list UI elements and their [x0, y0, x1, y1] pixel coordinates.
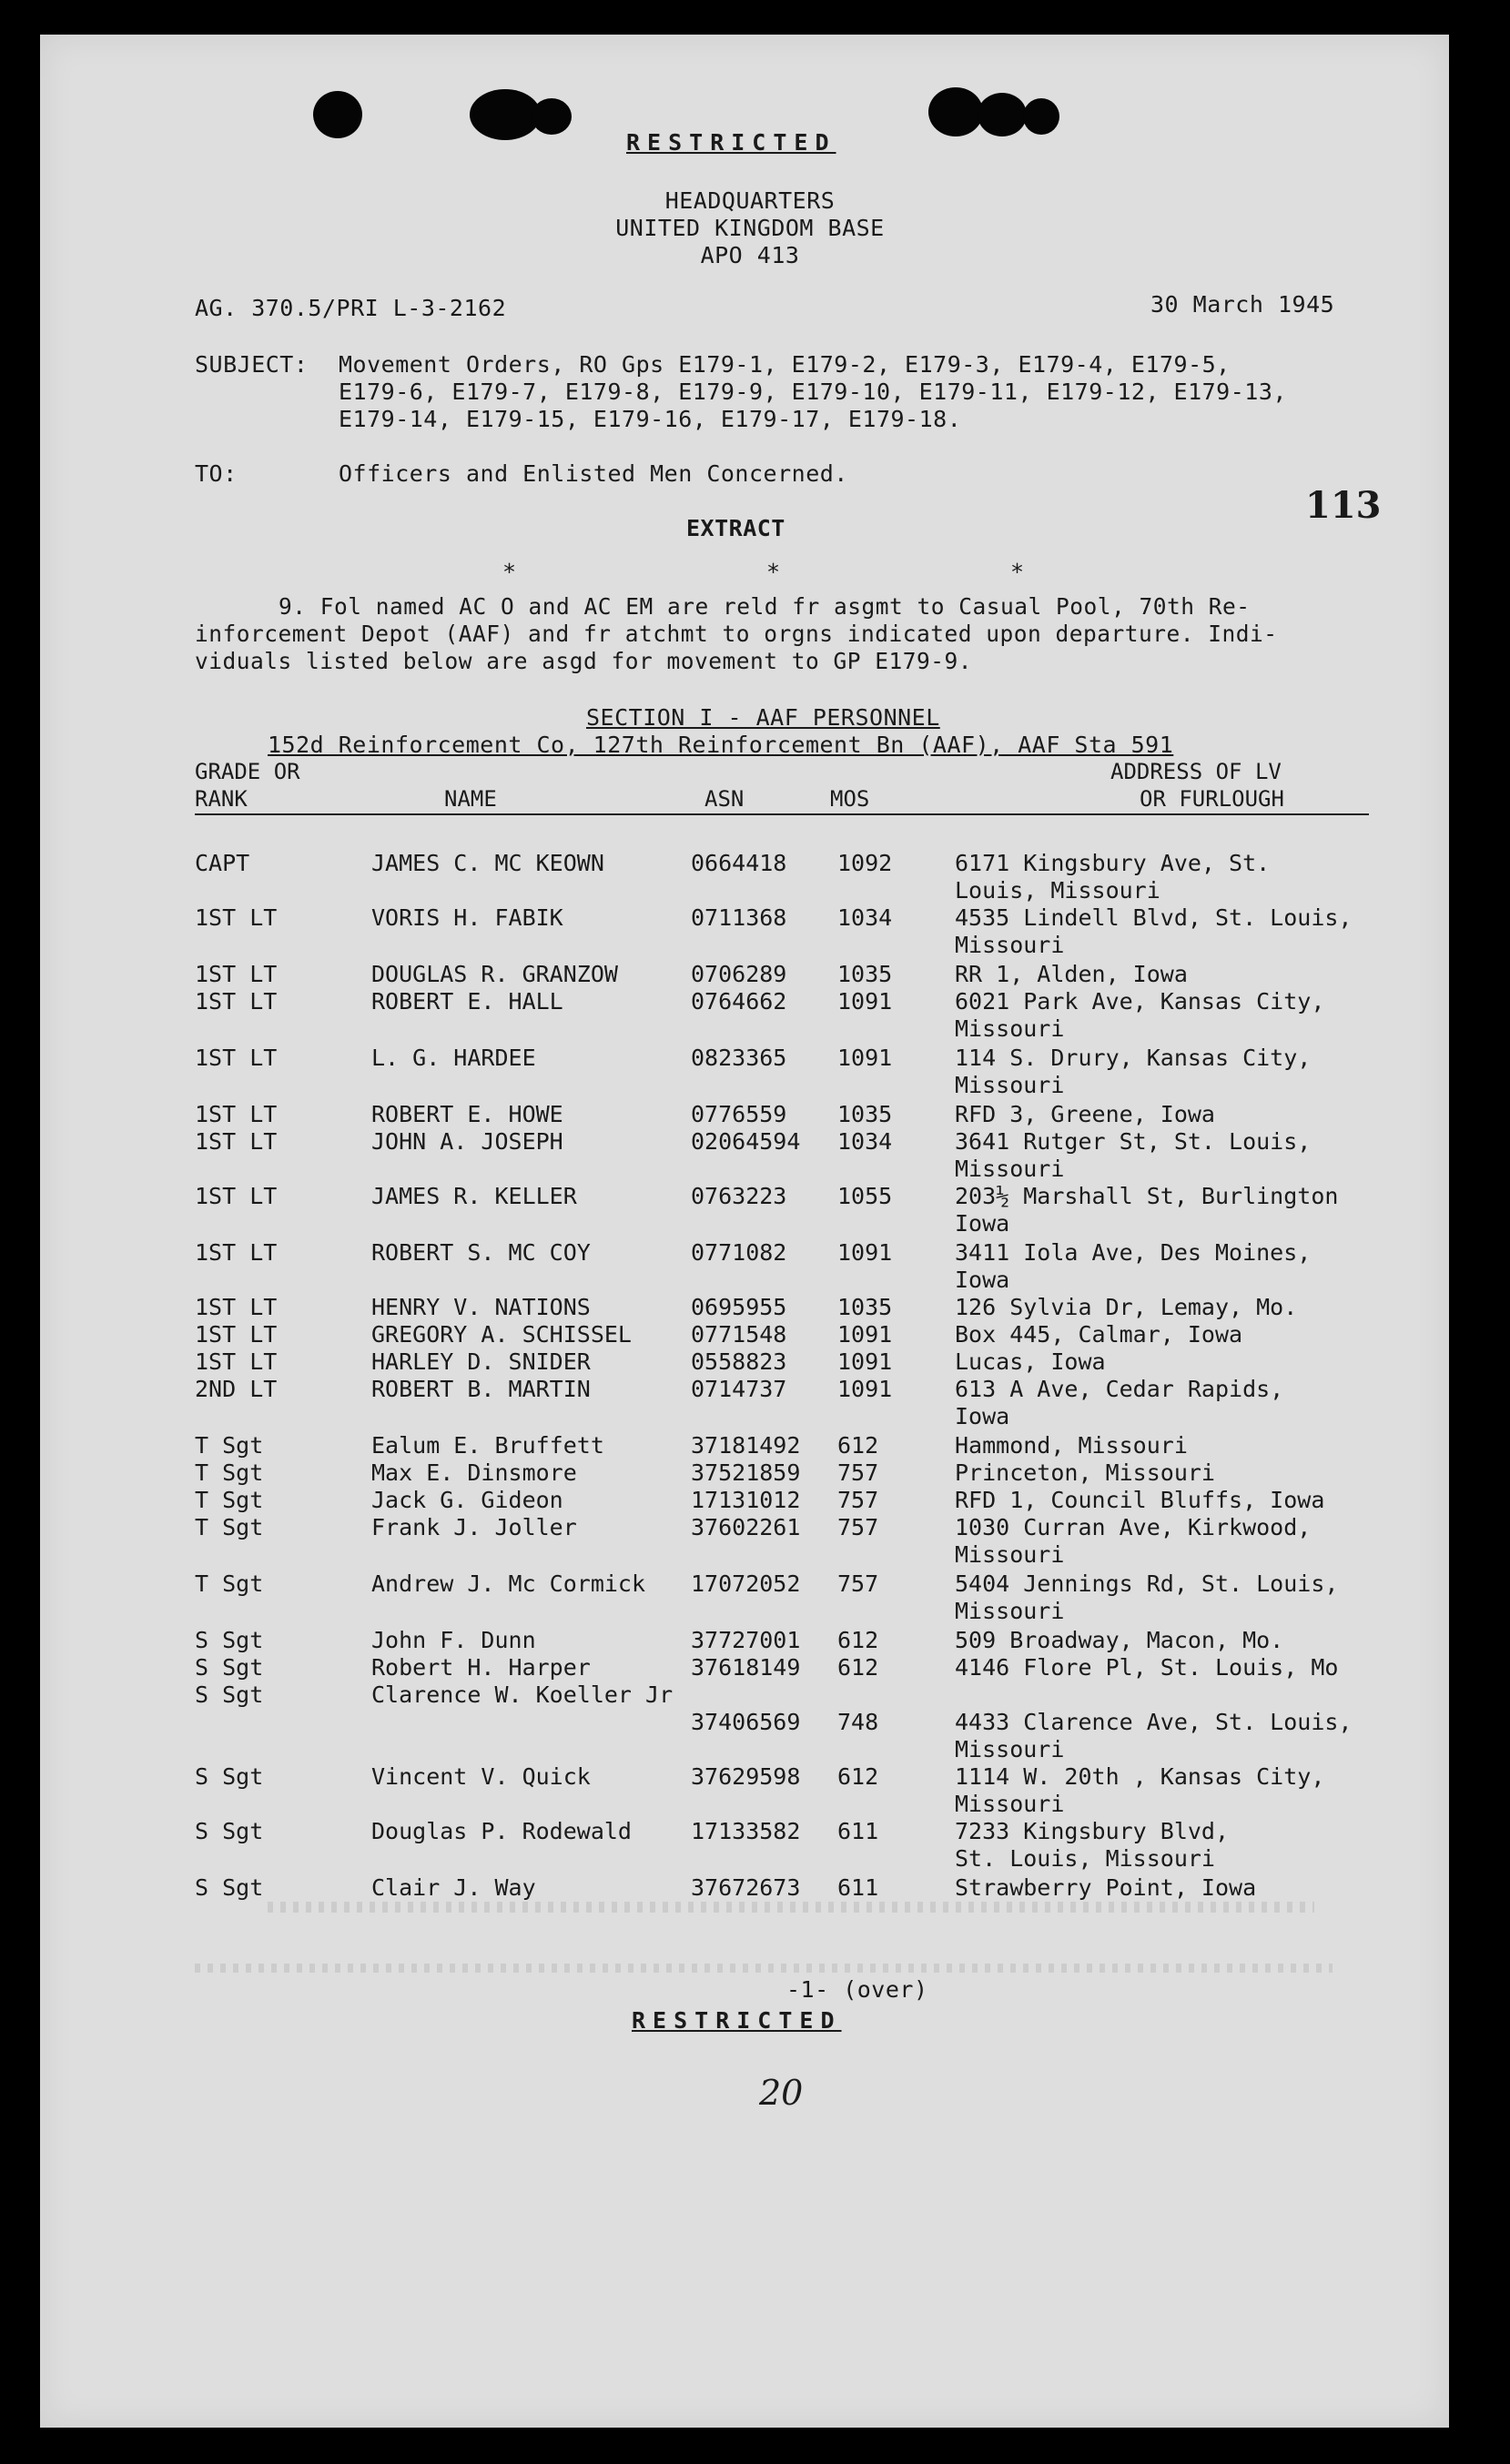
address-line: 114 S. Drury, Kansas City,: [955, 1045, 1312, 1071]
table-row: [40, 904, 1449, 957]
asn-cell: 0764662: [691, 988, 787, 1015]
rank-header: RANK: [195, 786, 248, 812]
address-line: Missouri: [955, 1791, 1065, 1817]
address-line: 4433 Clarence Ave, St. Louis,: [955, 1709, 1353, 1735]
address-cell: [955, 1487, 1324, 1514]
address-cell: [955, 1294, 1297, 1321]
mos-header: MOS: [830, 786, 870, 812]
mos-cell: 1091: [837, 1045, 893, 1071]
page-number: -1- (over): [786, 1976, 928, 2003]
handwritten-page-number: 20: [759, 2073, 804, 2113]
table-row: [40, 1183, 1449, 1236]
document-date: 30 March 1945: [1150, 291, 1335, 318]
section-unit: 152d Reinforcement Co, 127th Reinforcement Bn (AAF), AAF Sta 591: [268, 732, 1174, 758]
subject-line: Movement Orders, RO Gps E179-1, E179-2, E179-3, E179-4, E179-5,: [339, 351, 1231, 378]
mos-cell: 1034: [837, 1128, 893, 1155]
address-cell: [955, 1045, 1311, 1099]
rank-cell: 1ST LT: [195, 904, 278, 931]
paragraph-line: 9. Fol named AC O and AC EM are reld fr asgmt to Casual Pool, 70th Re-: [279, 593, 1251, 620]
hq-line-2: UNITED KINGDOM BASE: [615, 215, 885, 241]
address-line: Missouri: [955, 932, 1065, 958]
address-line: Iowa: [955, 1403, 1010, 1429]
mos-cell: 1035: [837, 1294, 893, 1320]
mos-cell: 757: [837, 1459, 879, 1486]
scan-artifact: [268, 1902, 1314, 1913]
mos-cell: 612: [837, 1432, 879, 1459]
rank-header: GRADE OR: [195, 759, 300, 784]
name-cell: JAMES R. KELLER: [371, 1183, 577, 1209]
punch-hole: [928, 87, 983, 136]
mos-cell: 1091: [837, 988, 893, 1015]
table-row: [40, 1763, 1449, 1816]
mos-cell: 1091: [837, 1348, 893, 1375]
rank-cell: T Sgt: [195, 1514, 264, 1540]
name-cell: John F. Dunn: [371, 1627, 536, 1653]
asn-cell: 37629598: [691, 1763, 801, 1790]
asn-cell: 0706289: [691, 961, 787, 987]
rank-cell: 1ST LT: [195, 1128, 278, 1155]
name-cell: JAMES C. MC KEOWN: [371, 850, 604, 876]
address-line: Iowa: [955, 1267, 1010, 1293]
address-line: 4535 Lindell Blvd, St. Louis,: [955, 904, 1353, 931]
address-cell: [955, 1570, 1338, 1625]
address-cell: [955, 1627, 1283, 1654]
rank-cell: 1ST LT: [195, 1239, 278, 1266]
asn-cell: 0664418: [691, 850, 787, 876]
address-line: 4146 Flore Pl, St. Louis, Mo: [955, 1654, 1339, 1681]
rank-cell: 1ST LT: [195, 1101, 278, 1127]
address-line: Strawberry Point, Iowa: [955, 1874, 1257, 1901]
address-line: Hammond, Missouri: [955, 1432, 1188, 1459]
name-cell: L. G. HARDEE: [371, 1045, 536, 1071]
address-line: Louis, Missouri: [955, 877, 1160, 904]
asn-cell: 0771082: [691, 1239, 787, 1266]
address-line: RFD 1, Council Bluffs, Iowa: [955, 1487, 1325, 1513]
mos-cell: 612: [837, 1654, 879, 1681]
address-line: Missouri: [955, 1598, 1065, 1624]
mos-cell: 757: [837, 1487, 879, 1513]
address-line: Missouri: [955, 1541, 1065, 1568]
address-cell: [955, 1709, 1353, 1763]
address-cell: [955, 1874, 1256, 1902]
mos-cell: 757: [837, 1570, 879, 1597]
rank-cell: 1ST LT: [195, 1348, 278, 1375]
address-line: 6171 Kingsbury Ave, St.: [955, 850, 1271, 876]
address-line: Missouri: [955, 1072, 1065, 1098]
name-cell: ROBERT E. HOWE: [371, 1101, 563, 1127]
subject-label: SUBJECT:: [195, 351, 309, 378]
star: *: [766, 559, 781, 585]
address-line: Missouri: [955, 1015, 1065, 1042]
name-cell: Max E. Dinsmore: [371, 1459, 577, 1486]
rank-cell: S Sgt: [195, 1763, 264, 1790]
asn-cell: 37727001: [691, 1627, 801, 1653]
address-line: 203½ Marshall St, Burlington: [955, 1183, 1339, 1209]
punch-hole: [313, 91, 362, 138]
asn-cell: 37602261: [691, 1514, 801, 1540]
address-cell: [955, 961, 1188, 988]
address-line: Lucas, Iowa: [955, 1348, 1106, 1375]
asn-cell: 37181492: [691, 1432, 801, 1459]
asn-cell: 17072052: [691, 1570, 801, 1597]
table-row: [40, 1514, 1449, 1567]
table-row: [40, 1376, 1449, 1429]
address-cell: [955, 988, 1324, 1043]
asn-cell: 0695955: [691, 1294, 787, 1320]
address-cell: [955, 1376, 1283, 1430]
address-line: 509 Broadway, Macon, Mo.: [955, 1627, 1284, 1653]
name-cell: GREGORY A. SCHISSEL: [371, 1321, 632, 1348]
address-line: 1114 W. 20th , Kansas City,: [955, 1763, 1325, 1790]
mos-cell: 1035: [837, 961, 893, 987]
address-line: 6021 Park Ave, Kansas City,: [955, 988, 1325, 1015]
address-cell: [955, 1128, 1311, 1183]
restricted-footer: RESTRICTED: [632, 2007, 842, 2034]
hq-line-1: HEADQUARTERS: [664, 187, 836, 214]
asn-cell: 0771548: [691, 1321, 787, 1348]
address-cell: [955, 1101, 1215, 1128]
star: *: [1010, 559, 1025, 585]
address-line: Missouri: [955, 1736, 1065, 1762]
asn-cell: 0776559: [691, 1101, 787, 1127]
subject-line: E179-6, E179-7, E179-8, E179-9, E179-10, E179-11, E179-12, E179-13,: [339, 379, 1287, 405]
rank-cell: 1ST LT: [195, 1183, 278, 1209]
address-cell: [955, 1459, 1215, 1487]
extract-title: EXTRACT: [686, 515, 785, 541]
mos-cell: 611: [837, 1874, 879, 1901]
rank-cell: T Sgt: [195, 1432, 264, 1459]
asn-cell: 0763223: [691, 1183, 787, 1209]
address-cell: [955, 1348, 1106, 1376]
name-cell: Clair J. Way: [371, 1874, 536, 1901]
table-row: [40, 1045, 1449, 1097]
rank-cell: 1ST LT: [195, 1045, 278, 1071]
name-cell: ROBERT S. MC COY: [371, 1239, 591, 1266]
rank-cell: CAPT: [195, 850, 250, 876]
rank-cell: S Sgt: [195, 1874, 264, 1901]
address-line: 5404 Jennings Rd, St. Louis,: [955, 1570, 1339, 1597]
table-row: [40, 1128, 1449, 1181]
asn-cell: 37672673: [691, 1874, 801, 1901]
rank-cell: T Sgt: [195, 1487, 264, 1513]
name-cell: DOUGLAS R. GRANZOW: [371, 961, 618, 987]
mos-cell: 757: [837, 1514, 879, 1540]
address-cell: [955, 1763, 1324, 1818]
star: *: [502, 559, 517, 585]
address-line: 3411 Iola Ave, Des Moines,: [955, 1239, 1312, 1266]
name-cell: Jack G. Gideon: [371, 1487, 563, 1513]
table-row: [40, 1681, 1449, 1762]
address-header: OR FURLOUGH: [1140, 786, 1284, 812]
mos-cell: 1035: [837, 1101, 893, 1127]
address-line: RR 1, Alden, Iowa: [955, 961, 1188, 987]
asn-cell: 37521859: [691, 1459, 801, 1486]
name-cell: HARLEY D. SNIDER: [371, 1348, 591, 1375]
address-header: ADDRESS OF LV: [1110, 759, 1282, 784]
mos-cell: 612: [837, 1627, 879, 1653]
asn-cell: 37618149: [691, 1654, 801, 1681]
address-cell: [955, 1514, 1311, 1569]
header-rule: [195, 813, 1369, 815]
section-title: SECTION I - AAF PERSONNEL: [586, 704, 940, 731]
name-cell: JOHN A. JOSEPH: [371, 1128, 563, 1155]
to-text: Officers and Enlisted Men Concerned.: [339, 460, 848, 487]
name-cell: Andrew J. Mc Cormick: [371, 1570, 646, 1597]
document-page: [40, 35, 1449, 2428]
asn-cell: 02064594: [691, 1128, 801, 1155]
asn-cell: 0823365: [691, 1045, 787, 1071]
mos-cell: 612: [837, 1763, 879, 1790]
name-cell: ROBERT B. MARTIN: [371, 1376, 591, 1402]
table-row: [40, 1874, 1449, 1927]
address-cell: [955, 1654, 1338, 1681]
asn-cell: 0711368: [691, 904, 787, 931]
table-row: [40, 1239, 1449, 1292]
address-line: 613 A Ave, Cedar Rapids,: [955, 1376, 1284, 1402]
table-row: [40, 1818, 1449, 1871]
table-row: [40, 988, 1449, 1041]
address-cell: [955, 850, 1270, 904]
asn-cell: 17133582: [691, 1818, 801, 1844]
rank-cell: 1ST LT: [195, 988, 278, 1015]
hq-line-3: APO 413: [700, 242, 800, 268]
rank-cell: 1ST LT: [195, 1321, 278, 1348]
address-line: Princeton, Missouri: [955, 1459, 1215, 1486]
punch-hole: [1023, 98, 1059, 135]
name-cell: HENRY V. NATIONS: [371, 1294, 591, 1320]
asn-cell: 37406569: [691, 1709, 801, 1735]
address-line: 7233 Kingsbury Blvd,: [955, 1818, 1230, 1844]
page-mark: 113: [1305, 484, 1382, 527]
mos-cell: 1091: [837, 1321, 893, 1348]
punch-hole: [532, 98, 572, 135]
name-cell: Vincent V. Quick: [371, 1763, 591, 1790]
address-line: 126 Sylvia Dr, Lemay, Mo.: [955, 1294, 1298, 1320]
mos-cell: 1091: [837, 1376, 893, 1402]
mos-cell: 1055: [837, 1183, 893, 1209]
name-cell: ROBERT E. HALL: [371, 988, 563, 1015]
subject-line: E179-14, E179-15, E179-16, E179-17, E179-18.: [339, 406, 962, 432]
name-cell: Frank J. Joller: [371, 1514, 577, 1540]
mos-cell: 1034: [837, 904, 893, 931]
asn-header: ASN: [704, 786, 745, 812]
mos-cell: 748: [837, 1709, 879, 1735]
rank-cell: S Sgt: [195, 1654, 264, 1681]
address-line: Box 445, Calmar, Iowa: [955, 1321, 1243, 1348]
mos-cell: 1092: [837, 850, 893, 876]
rank-cell: S Sgt: [195, 1818, 264, 1844]
address-cell: [955, 1321, 1242, 1348]
address-cell: [955, 1818, 1229, 1873]
rank-cell: S Sgt: [195, 1681, 264, 1708]
name-cell: Robert H. Harper: [371, 1654, 591, 1681]
rank-cell: T Sgt: [195, 1459, 264, 1486]
address-line: Missouri: [955, 1156, 1065, 1182]
name-header: NAME: [444, 786, 497, 812]
address-cell: [955, 1239, 1311, 1294]
to-label: TO:: [195, 460, 238, 487]
punch-hole: [470, 89, 541, 140]
paragraph-line: inforcement Depot (AAF) and fr atchmt to orgns indicated upon departure. Indi-: [195, 621, 1278, 647]
file-reference: AG. 370.5/PRI L-3-2162: [195, 295, 507, 321]
restricted-header: RESTRICTED: [626, 129, 836, 156]
rank-cell: S Sgt: [195, 1627, 264, 1653]
asn-cell: 0714737: [691, 1376, 787, 1402]
address-cell: [955, 1183, 1338, 1237]
address-cell: [955, 1432, 1188, 1459]
address-line: 3641 Rutger St, St. Louis,: [955, 1128, 1312, 1155]
asn-cell: 17131012: [691, 1487, 801, 1513]
mos-cell: 611: [837, 1818, 879, 1844]
name-cell: Clarence W. Koeller Jr: [371, 1681, 674, 1708]
rank-cell: 2ND LT: [195, 1376, 278, 1402]
address-cell: [955, 904, 1353, 959]
name-cell: Douglas P. Rodewald: [371, 1818, 632, 1844]
name-cell: VORIS H. FABIK: [371, 904, 563, 931]
rank-cell: T Sgt: [195, 1570, 264, 1597]
table-row: [40, 1570, 1449, 1623]
punch-hole: [978, 93, 1027, 136]
table-row: [40, 850, 1449, 903]
rank-cell: 1ST LT: [195, 961, 278, 987]
rank-cell: 1ST LT: [195, 1294, 278, 1320]
scan-artifact: [195, 1964, 1333, 1973]
address-line: Iowa: [955, 1210, 1010, 1237]
name-cell: Ealum E. Bruffett: [371, 1432, 604, 1459]
mos-cell: 1091: [837, 1239, 893, 1266]
address-line: 1030 Curran Ave, Kirkwood,: [955, 1514, 1312, 1540]
address-line: RFD 3, Greene, Iowa: [955, 1101, 1215, 1127]
asn-cell: 0558823: [691, 1348, 787, 1375]
paragraph-line: viduals listed below are asgd for movement to GP E179-9.: [195, 648, 973, 674]
address-line: St. Louis, Missouri: [955, 1845, 1215, 1872]
